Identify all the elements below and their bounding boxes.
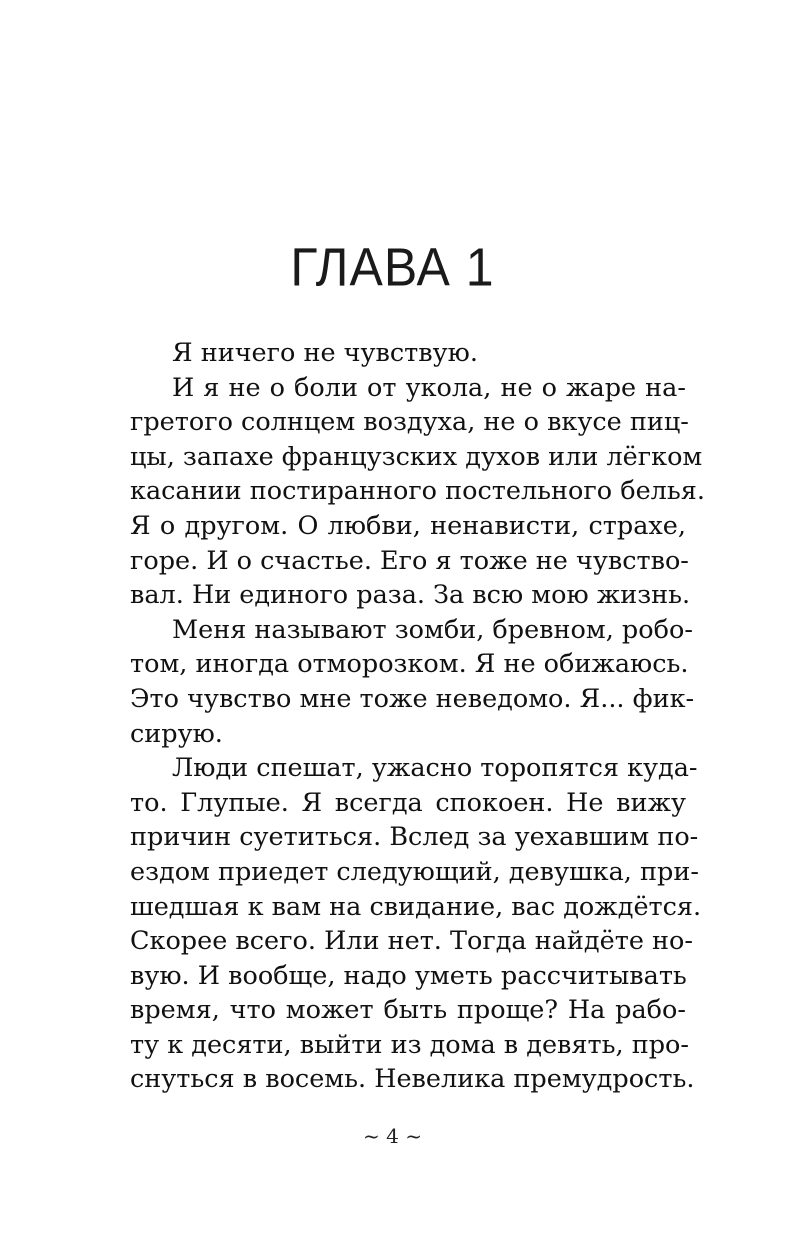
page-number: ~ 4 ~ — [363, 1124, 422, 1148]
text-line: горе. И о счастье. Его я тоже не чувство- — [130, 545, 689, 576]
text-line: Люди спешат, ужасно торопятся куда- — [172, 753, 698, 784]
text-line: вал. Ни единого раза. За всю мою жизнь. — [130, 580, 691, 611]
text-line: Я о другом. О любви, ненависти, страхе, — [130, 510, 686, 541]
text-line: цы, запахе французских духов или лёгком — [130, 441, 703, 472]
text-line: вую. И вообще, надо уметь рассчитывать — [130, 960, 687, 991]
text-line: Это чувство мне тоже неведомо. Я... фик- — [130, 683, 695, 714]
text-line: том, иногда отморозком. Я не обижаюсь. — [130, 649, 689, 680]
text-line: И я не о боли от укола, не о жаре на- — [172, 372, 686, 403]
text-line: Меня называют зомби, бревном, робо- — [172, 614, 693, 645]
text-line: сирую. — [130, 718, 223, 749]
text-line: шедшая к вам на свидание, вас дождётся. — [130, 891, 702, 922]
text-line: снуться в восемь. Невелика премудрость. — [130, 1064, 695, 1095]
text-line: гретого солнцем воздуха, не о вкусе пиц- — [130, 407, 689, 438]
text-line: то. Глупые. Я всегда спокоен. Не вижу — [130, 787, 686, 818]
text-line: ту к десяти, выйти из дома в девять, про- — [130, 1029, 689, 1060]
body-text — [130, 336, 705, 1097]
text-line: касании постиранного постельного белья. — [130, 476, 705, 507]
text-line: Скорее всего. Или нет. Тогда найдёте но- — [130, 926, 693, 957]
text-line: Я ничего не чувствую. — [172, 338, 478, 368]
text-line: время, что может быть проще? На рабо- — [130, 995, 686, 1026]
text-line: причин суетиться. Вслед за уехавшим по- — [130, 822, 699, 853]
chapter-title: ГЛАВА 1 — [290, 236, 495, 298]
text-line: ездом приедет следующий, девушка, при- — [130, 856, 699, 887]
